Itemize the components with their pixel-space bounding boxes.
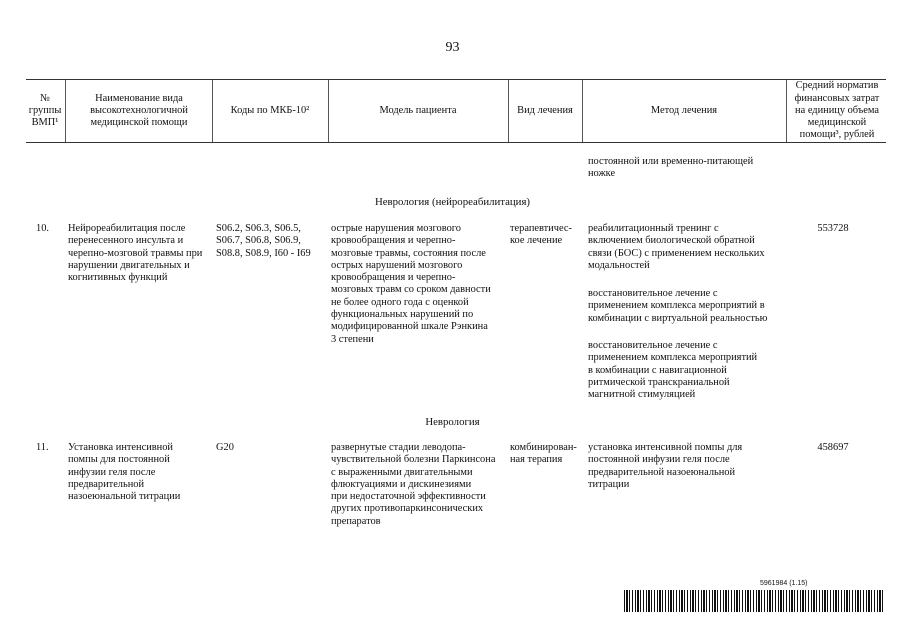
row-care-name: Установка интенсивной помпы для постоянной инфузии геля после предварительной назоеюнальной титрации [68, 442, 181, 503]
column-divider [65, 80, 66, 142]
header-patient-model: Модель пациента [379, 104, 457, 116]
section-title: Неврология (нейрореабилитация) [374, 196, 531, 208]
section-title: Неврология [425, 416, 480, 428]
barcode [624, 590, 884, 612]
header-care-type: Наименование вида высокотехнологичной медицинской помощи [90, 92, 188, 129]
continuation-text: постоянной или временно-питающей ножке [588, 156, 754, 180]
column-divider [786, 80, 787, 142]
row-number: 11. [36, 442, 49, 453]
row-cost: 458697 [817, 442, 849, 453]
column-divider [328, 80, 329, 142]
header-icd-codes: Коды по МКБ-10² [230, 104, 310, 116]
header-bottom-rule [26, 142, 886, 143]
column-divider [212, 80, 213, 142]
header-treatment-type: Вид лечения [517, 104, 573, 116]
row-method: реабилитационный тренинг с включением биологической обратной связи (БОС) с применением нескольких модальностей [588, 223, 765, 271]
header-top-rule [26, 79, 886, 80]
header-treatment-method: Метод лечения [650, 104, 718, 116]
row-method: восстановительное лечение с применением комплекса мероприятий в комбинации с виртуальной реальностью [588, 288, 768, 324]
row-treatment-type: комбинирован- ная терапия [510, 442, 577, 466]
row-number: 10. [36, 223, 49, 234]
header-cost-norm: Средний норматив финансовых затрат на единицу объема медицинской помощи³, рублей [794, 80, 880, 141]
row-icd-codes: S06.2, S06.3, S06.5, S06.7, S06.8, S06.9, S08.8, S08.9, I60 - I69 [216, 223, 311, 259]
row-method: восстановительное лечение с применением комплекса мероприятий в комбинации с навигационной ритмической транскраниальной магнитной стимуляцией [588, 340, 758, 401]
column-divider [582, 80, 583, 142]
row-treatment-type: терапевтичес- кое лечение [510, 223, 572, 247]
column-divider [508, 80, 509, 142]
row-cost: 553728 [817, 223, 849, 234]
page-number: 93 [445, 40, 460, 55]
barcode-label: 5961984 (1.15) [760, 580, 808, 587]
row-care-name: Нейрореабилитация после перенесенного инсульта и черепно-мозговой травмы при нарушении двигательных и когнитивных функций [68, 223, 203, 284]
row-method: установка интенсивной помпы для постоянной инфузии геля после предварительной назоеюнальной титрации [588, 442, 743, 490]
header-group-number: № группы ВМП¹ [28, 92, 62, 129]
row-icd-codes: G20 [216, 442, 234, 453]
row-patient-model: развернутые стадии леводопа- чувствительной болезни Паркинсона с выраженными двигательными флюктуациями и дискинезиями при недостаточной эффективности других противопаркинсонических препаратов [331, 442, 496, 527]
row-patient-model: острые нарушения мозгового кровообращения и черепно- мозговые травмы, состояния после острых нарушений мозгового кровообращения и черепно- мозговых травм со сроком давности не более одного года с оценкой функциональных нарушений по модифицированной шкале Рэнкина 3 степени [331, 223, 491, 345]
